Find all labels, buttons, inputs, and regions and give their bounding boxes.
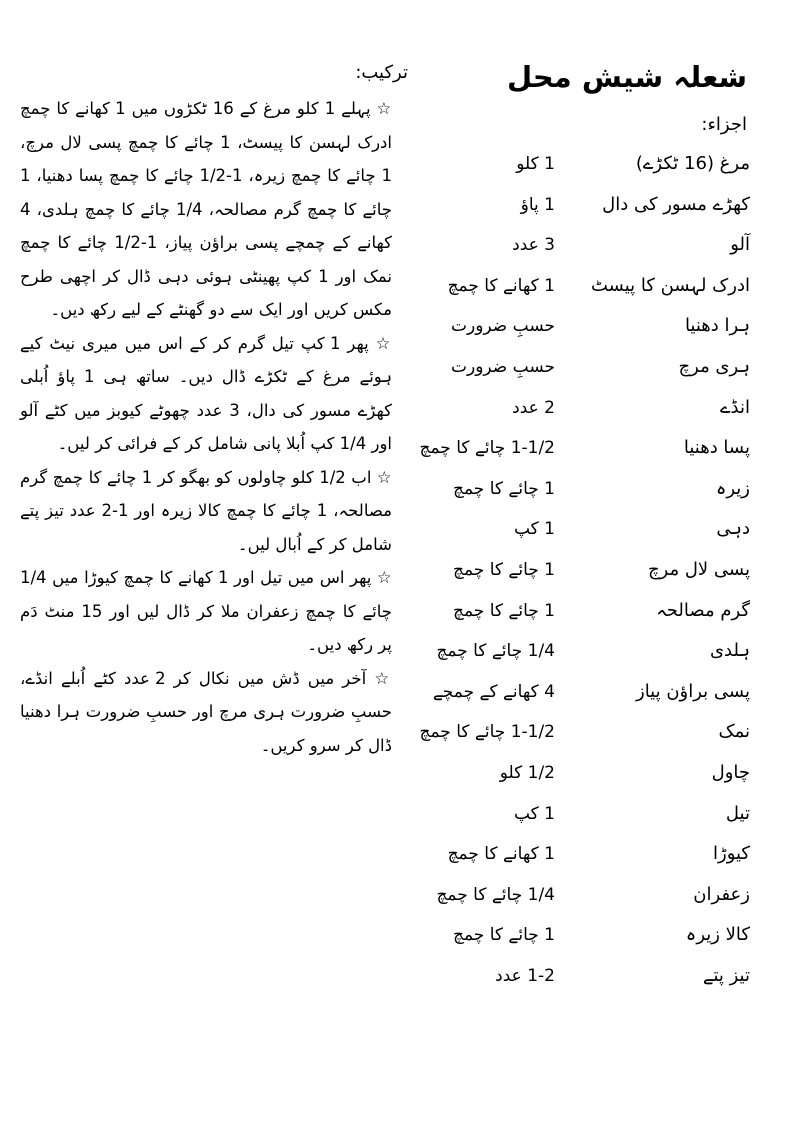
ingredient-name: زعفران bbox=[693, 883, 750, 905]
ingredient-name: زیرہ bbox=[715, 477, 750, 499]
ingredient-row bbox=[430, 591, 750, 632]
ingredient-quantity: 1 چائے کا چمچ bbox=[452, 600, 555, 621]
ingredient-name: دہی bbox=[716, 518, 750, 540]
recipe-title: شعلہ شیش محل bbox=[506, 60, 747, 94]
ingredients-list bbox=[419, 144, 750, 996]
ingredient-row bbox=[430, 347, 750, 388]
ingredient-name: نمک bbox=[718, 721, 750, 743]
ingredient-row bbox=[430, 631, 750, 672]
ingredient-row bbox=[430, 185, 750, 226]
ingredient-row bbox=[430, 144, 750, 185]
ingredient-name: کالا زیرہ bbox=[685, 924, 750, 946]
ingredient-name: ہری مرچ bbox=[678, 355, 750, 377]
ingredient-quantity: حسبِ ضرورت bbox=[450, 316, 555, 337]
ingredient-row bbox=[430, 672, 750, 713]
ingredient-name: کھڑے مسور کی دال bbox=[602, 193, 750, 215]
ingredient-name: ادرک لہسن کا پیسٹ bbox=[590, 274, 750, 296]
ingredient-name: پسی لال مرچ bbox=[647, 558, 750, 580]
ingredient-row bbox=[430, 794, 750, 835]
ingredient-name: آلو bbox=[730, 234, 750, 256]
ingredient-name: انڈے bbox=[719, 396, 750, 418]
ingredient-quantity: 1 کپ bbox=[513, 519, 555, 540]
ingredient-row bbox=[430, 956, 750, 997]
ingredient-name: پسی براؤن پیاز bbox=[636, 680, 750, 702]
method-heading: ترکیب: bbox=[355, 62, 408, 83]
ingredient-row bbox=[430, 550, 750, 591]
ingredient-quantity: 1-2 عدد bbox=[495, 965, 555, 986]
method-step: ☆ پھر اس میں تیل اور 1 کھانے کا چمچ کیوڑا میں 1/4 چائے کا چمچ زعفران ملا کر ڈال لیں اور 15 منٹ دَم پر رکھ دیں۔ bbox=[20, 568, 392, 654]
ingredient-row bbox=[430, 753, 750, 794]
ingredient-row bbox=[430, 834, 750, 875]
ingredient-row bbox=[430, 266, 750, 307]
ingredient-name: پسا دھنیا bbox=[683, 437, 750, 459]
method-step: ☆ اب 1/2 کلو چاولوں کو بھگو کر 1 چائے کا چمچ گرم مصالحہ، 1 چائے کا چمچ کالا زیرہ اور 1-2 عدد تیز پتے شامل کر کے اُبال لیں۔ bbox=[20, 467, 392, 554]
ingredient-quantity: 3 عدد bbox=[512, 235, 555, 256]
ingredient-quantity: 1 پاؤ bbox=[520, 194, 555, 215]
ingredient-quantity: حسبِ ضرورت bbox=[450, 356, 555, 377]
ingredient-name: ہلدی bbox=[709, 640, 750, 662]
ingredient-name: مرغ (16 ٹکڑے) bbox=[635, 153, 750, 174]
ingredient-quantity: 1/2 کلو bbox=[499, 762, 555, 783]
ingredient-quantity: 1 چائے کا چمچ bbox=[452, 925, 555, 946]
ingredient-row bbox=[430, 469, 750, 510]
ingredient-quantity: 1 کھانے کا چمچ bbox=[447, 275, 555, 296]
ingredient-quantity: 1-1/2 چائے کا چمچ bbox=[419, 722, 555, 743]
ingredients-heading: اجزاء: bbox=[701, 114, 747, 135]
method-step: ☆ پہلے 1 کلو مرغ کے 16 ٹکڑوں میں 1 کھانے کا چمچ ادرک لہسن کا پیسٹ، 1 چائے کا چمچ پسی لال مرچ، 1 چائے کا چمچ زیرہ، 1-1/2 چائے کا چمچ پسا دھنیا، 1 چائے کا چمچ گرم مصالحہ، 1/4 چائے کا چمچ ہلدی، 4 کھانے کے چمچے پسی براؤن پیاز، 1-1/2 چائے کا چمچ نمک اور 1 کپ پھینٹی ہوئی دہی ڈال کر اچھی طرح مکس کریں اور ایک سے دو گھنٹے کے لیے رکھ دیں۔ bbox=[20, 99, 392, 319]
ingredient-row bbox=[430, 306, 750, 347]
ingredient-quantity: 1 کپ bbox=[513, 803, 555, 824]
ingredient-name: تیز پتے bbox=[702, 964, 750, 986]
ingredient-row bbox=[430, 225, 750, 266]
ingredient-row bbox=[419, 712, 750, 753]
ingredient-quantity: 1/4 چائے کا چمچ bbox=[436, 884, 555, 905]
method-step: ☆ پھر 1 کپ تیل گرم کر کے اس میں میری نیٹ کیے ہوئے مرغ کے ٹکڑے ڈال دیں۔ ساتھ ہی 1 پاؤ اُبلی کھڑے مسور کی دال، 3 عدد چھوٹے کیوبز میں کٹے آلو اور 1/4 کپ اُبلا پانی شامل کر کے فرائی کر لیں۔ bbox=[20, 333, 392, 453]
ingredient-name: تیل bbox=[725, 802, 750, 824]
ingredient-name: ہرا دھنیا bbox=[684, 315, 750, 337]
ingredient-quantity: 1-1/2 چائے کا چمچ bbox=[419, 438, 555, 459]
ingredient-name: گرم مصالحہ bbox=[656, 599, 750, 621]
ingredient-quantity: 1 چائے کا چمچ bbox=[452, 559, 555, 580]
ingredient-row bbox=[430, 388, 750, 429]
ingredient-row bbox=[430, 875, 750, 916]
ingredient-row bbox=[430, 509, 750, 550]
method-steps bbox=[20, 92, 392, 762]
ingredient-row bbox=[419, 428, 750, 469]
ingredient-name: چاول bbox=[711, 761, 750, 783]
ingredient-quantity: 2 عدد bbox=[512, 397, 555, 418]
ingredient-name: کیوڑا bbox=[713, 843, 750, 865]
ingredient-quantity: 1/4 چائے کا چمچ bbox=[436, 641, 555, 662]
ingredient-quantity: 1 چائے کا چمچ bbox=[452, 478, 555, 499]
ingredient-quantity: 1 کھانے کا چمچ bbox=[447, 844, 555, 865]
ingredient-quantity: 1 کلو bbox=[516, 154, 555, 174]
method-step: ☆ آخر میں ڈش میں نکال کر 2 عدد کٹے اُبلے انڈے، حسبِ ضرورت ہری مرچ اور حسبِ ضرورت ہرا دھنیا ڈال کر سرو کریں۔ bbox=[20, 668, 392, 755]
ingredient-row bbox=[430, 915, 750, 956]
ingredient-quantity: 4 کھانے کے چمچے bbox=[432, 681, 555, 702]
